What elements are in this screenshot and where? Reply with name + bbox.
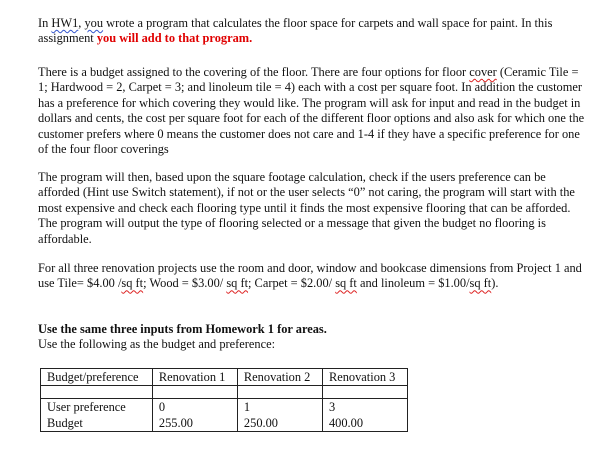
budget-text-a: There is a budget assigned to the covering of the floor. There are four options for floor (38, 65, 470, 79)
table-header-row (41, 369, 408, 386)
table-cell: 400.00 (322, 415, 407, 432)
inputs-paragraph (38, 322, 590, 353)
intro-paragraph (38, 16, 590, 47)
budget-preference-table (40, 368, 408, 432)
table-cell: 0 (152, 399, 237, 416)
sqft-4: sq ft (469, 276, 492, 291)
hw1-reference: HW1 (51, 16, 79, 30)
header-cell: Renovation 1 (152, 369, 237, 386)
table-row (41, 399, 408, 416)
intro-text-b: , (78, 16, 85, 30)
budget-paragraph (38, 65, 590, 157)
sqft-3: sq ft (335, 276, 357, 291)
intro-text-a: In (38, 16, 52, 30)
header-cell: Budget/preference (41, 369, 153, 386)
inputs-text: Use the following as the budget and preference: (38, 337, 276, 352)
red-emphasis: you will add to that program. (96, 31, 253, 46)
sqft-1: sq ft (121, 276, 144, 291)
header-cell: Renovation 3 (322, 369, 407, 386)
table-cell: 3 (322, 399, 407, 416)
prices-text-c: ; Carpet = $2.00/ (248, 276, 336, 291)
table-gap-row (41, 386, 408, 399)
algorithm-paragraph (38, 170, 590, 247)
budget-text-b: (Ceramic Tile = 1; Hardwood = 2, Carpet = 3; and linoleum tile = 4) each with a cost per square foot. In addition the customer has a preference for which covering they would like. The program will ask for input and read in the budget in dollars and cents, the cost per square foot for each of the different floor options and also ask for which one the customer prefers where 0 means the customer does not care and 1-4 if they have a specific preference for one of the four floor coverings (38, 65, 585, 157)
algorithm-text: The program will then, based upon the square footage calculation, check if the users preference can be afforded (Hint use Switch statement), if not or the user selects “0” not caring, the program will start with the most expensive and check each flooring type until it finds the most expensive flooring that can be afforded. The program will output the type of flooring selected or a message that given the budget no flooring is affordable. (38, 170, 575, 246)
header-cell: Renovation 2 (237, 369, 322, 386)
table-cell: 250.00 (237, 415, 322, 432)
prices-text-b: ; Wood = $3.00/ (143, 276, 227, 291)
table-cell: 1 (237, 399, 322, 416)
table-row (41, 415, 408, 432)
sqft-2: sq ft (226, 276, 249, 291)
cover-word: cover (469, 65, 497, 79)
table-cell: User preference (41, 399, 153, 416)
intro-text-c: wrote a program that calculates the floor space for carpets and wall space for paint. In this assignment (38, 16, 553, 46)
prices-paragraph (38, 261, 590, 292)
table-cell: 255.00 (152, 415, 237, 432)
you-word: you (84, 16, 104, 30)
table-cell: Budget (41, 415, 153, 432)
inputs-bold: Use the same three inputs from Homework 1 for areas. (38, 322, 327, 336)
prices-text-d: and linoleum = $1.00/ (356, 276, 470, 291)
prices-text-e: ). (491, 276, 499, 291)
prices-text-a: For all three renovation projects use the room and door, window and bookcase dimensions from Project 1 and use Tile= $4.00 / (38, 261, 582, 291)
